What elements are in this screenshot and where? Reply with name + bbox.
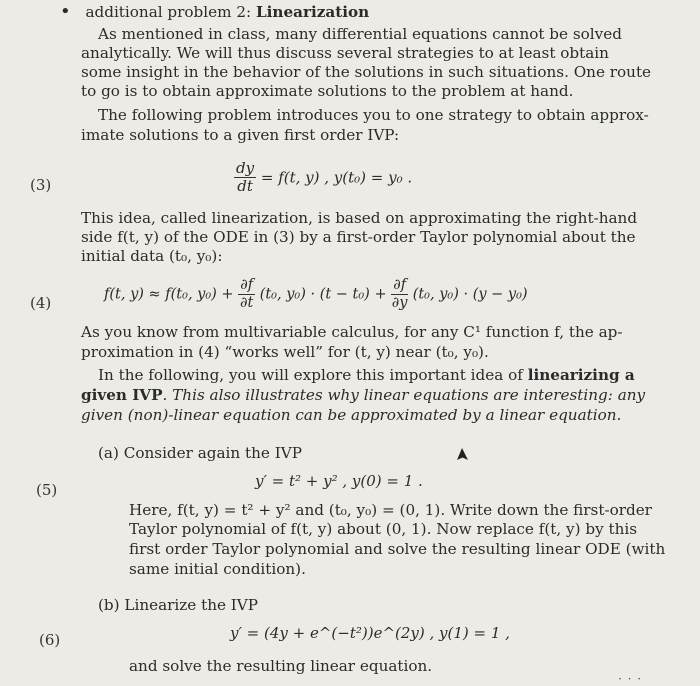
para5-line1 — [98, 366, 635, 385]
para5-line2 — [81, 386, 645, 405]
equation-4 — [104, 277, 528, 312]
mouse-pointer-icon — [455, 447, 469, 467]
para1-line1: As mentioned in class, many differential equations cannot be solved — [98, 25, 622, 43]
fraction-denominator: dt — [237, 177, 253, 195]
heading — [60, 2, 369, 22]
part-a-label: (a) Consider again the IVP — [98, 444, 302, 462]
para5-line1-text: In the following, you will explore this important idea of — [98, 366, 528, 384]
para4-line1: As you know from multivariable calculus, for any C¹ function f, the ap- — [81, 323, 623, 341]
para1-line3: some insight in the behavior of the solutions in such situations. One route — [81, 63, 652, 81]
para2-line2: imate solutions to a given first order IVP: — [81, 126, 400, 144]
fraction-numerator: dy — [236, 159, 255, 177]
para3-line3: initial data (t₀, y₀): — [81, 247, 223, 265]
partial-t-fraction — [238, 277, 255, 312]
para1-line2: analytically. We will thus discuss several strategies to at least obtain — [81, 44, 609, 62]
derivative-fraction — [234, 160, 256, 195]
equation-4-mid: (t₀, y₀) · (t − t₀) + — [259, 286, 387, 303]
part-b-text: and solve the resulting linear equation. — [129, 657, 433, 675]
heading-title: Linearization — [255, 3, 370, 21]
part-a-line1: Here, f(t, y) = t² + y² and (t₀, y₀) = (0, 1). Write down the first-order — [129, 501, 652, 519]
equation-5-label: (5) — [36, 481, 58, 499]
partial-y-numerator: ∂f — [393, 277, 407, 293]
equation-6-label: (6) — [39, 631, 61, 649]
part-a-line3: first order Taylor polynomial and solve the resulting linear ODE (with — [129, 540, 666, 558]
heading-prefix: additional problem 2: — [85, 3, 256, 21]
partial-t-numerator: ∂f — [240, 277, 254, 293]
part-a-line4: same initial condition). — [129, 560, 306, 578]
equation-4-label: (4) — [30, 294, 52, 312]
para4-line2: proximation in (4) “works well” for (t, y) near (t₀, y₀). — [81, 343, 489, 361]
equation-3-rhs: = f(t, y) , y(t₀) = y₀ . — [260, 168, 413, 187]
bullet-marker: • — [60, 1, 71, 22]
part-b-label: (b) Linearize the IVP — [98, 596, 258, 614]
para3-line2: side f(t, y) of the ODE in (3) by a first-order Taylor polynomial about the — [81, 228, 636, 246]
equation-4-end: (t₀, y₀) · (y − y₀) — [412, 286, 528, 303]
para5-line2-italic: . This also illustrates why linear equations are interesting: any — [162, 386, 646, 404]
para3-line1: This idea, called linearization, is based on approximating the right-hand — [81, 209, 638, 227]
para2-line1: The following problem introduces you to one strategy to obtain approx- — [98, 106, 649, 124]
partial-y-denominator: ∂y — [391, 295, 408, 311]
equation-5: y′ = t² + y² , y(0) = 1 . — [255, 472, 423, 490]
partial-y-fraction — [391, 277, 408, 312]
para5-line1-bold: linearizing a — [527, 366, 635, 384]
ellipsis-icon: · · · — [618, 672, 643, 686]
equation-3-label: (3) — [30, 176, 52, 194]
para5-line3: given (non)-linear equation can be approximated by a linear equation. — [81, 406, 622, 424]
part-a-line2: Taylor polynomial of f(t, y) about (0, 1). Now replace f(t, y) by this — [129, 520, 638, 538]
equation-6: y′ = (4y + e^(−t²))e^(2y) , y(1) = 1 , — [230, 624, 510, 642]
para1-line4: to go is to obtain approximate solutions to the problem at hand. — [81, 82, 574, 100]
partial-t-denominator: ∂t — [239, 295, 254, 311]
equation-3 — [234, 160, 412, 195]
para5-line2-bold: given IVP — [81, 386, 163, 404]
equation-4-lhs: f(t, y) ≈ f(t₀, y₀) + — [104, 286, 234, 303]
